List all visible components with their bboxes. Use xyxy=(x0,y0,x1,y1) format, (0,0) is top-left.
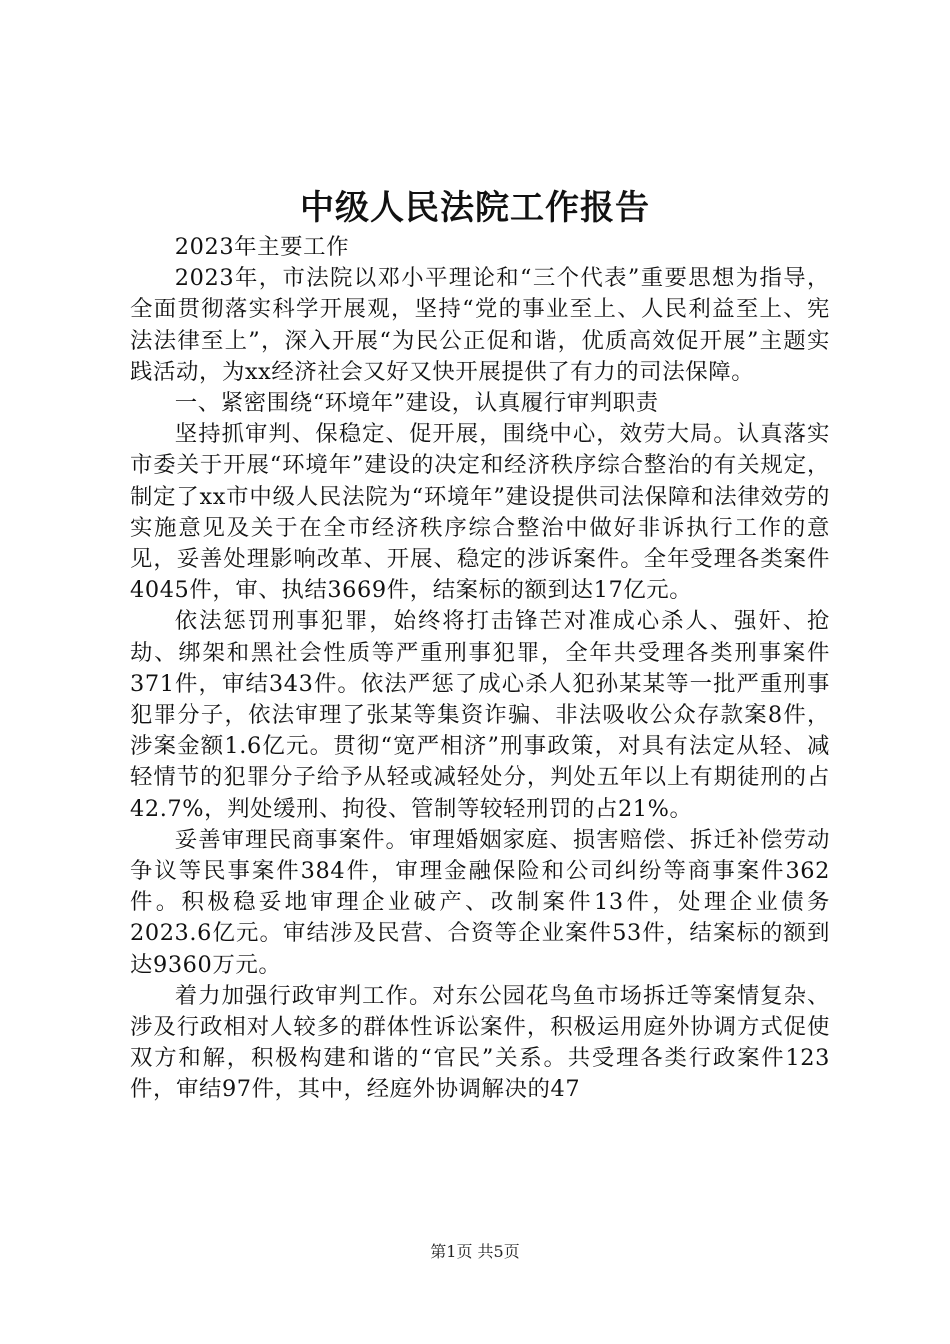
section-heading: 一、紧密围绕“环境年”建设，认真履行审判职责 xyxy=(174,390,659,417)
paragraph: 依法惩罚刑事犯罪，始终将打击锋芒对准成心杀人、强奸、抢劫、绑架和黑社会性质等严重刑事犯罪，全年共受理各类刑事案件371件，审结343件。依法严惩了成心杀人犯孙某某等一批严重刑事犯罪分子，依法审理了张某等集资诈骗、非法吸收公众存款案8件，涉案金额1.6亿元。贯彻“宽严相济”刑事政策，对具有法定从轻、减轻情节的犯罪分子给予从轻或减轻处分，判处五年以上有期徒刑的占42.7%，判处缓刑、拘役、管制等较轻刑罚的占21%。 xyxy=(130,608,830,822)
paragraph: 妥善审理民商事案件。审理婚姻家庭、损害赔偿、拆迁补偿劳动争议等民事案件384件，审理金融保险和公司纠纷等商事案件362件。积极稳妥地审理企业破产、改制案件13件，处理企业债务2023.6亿元。审结涉及民营、合资等企业案件53件，结案标的额到达9360万元。 xyxy=(130,826,830,978)
paragraph: 着力加强行政审判工作。对东公园花鸟鱼市场拆迁等案情复杂、涉及行政相对人较多的群体性诉讼案件，积极运用庭外协调方式促使双方和解，积极构建和谐的“官民”关系。共受理各类行政案件123件，审结97件，其中，经庭外协调解决的47 xyxy=(130,982,830,1103)
paragraph: 坚持抓审判、保稳定、促开展，围绕中心，效劳大局。认真落实市委关于开展“环境年”建设的决定和经济秩序综合整治的有关规定，制定了xx市中级人民法院为“环境年”建设提供司法保障和法律效劳的实施意见及关于在全市经济秩序综合整治中做好非诉执行工作的意见，妥善处理影响改革、开展、稳定的涉诉案件。全年受理各类案件4045件，审、执结3669件，结案标的额到达17亿元。 xyxy=(130,421,830,604)
page-number: 第1页 共5页 xyxy=(430,1242,520,1261)
paragraph: 2023年，市法院以邓小平理论和“三个代表”重要思想为指导，全面贯彻落实科学开展观，坚持“党的事业至上、人民利益至上、宪法法律至上”，深入开展“为民公正促和谐，优质高效促开展”主题实践活动，为xx经济社会又好又快开展提供了有力的司法保障。 xyxy=(130,265,830,385)
document-title: 中级人民法院工作报告 xyxy=(300,188,650,228)
document-body xyxy=(130,232,830,1106)
section-heading: 2023年主要工作 xyxy=(174,234,350,260)
